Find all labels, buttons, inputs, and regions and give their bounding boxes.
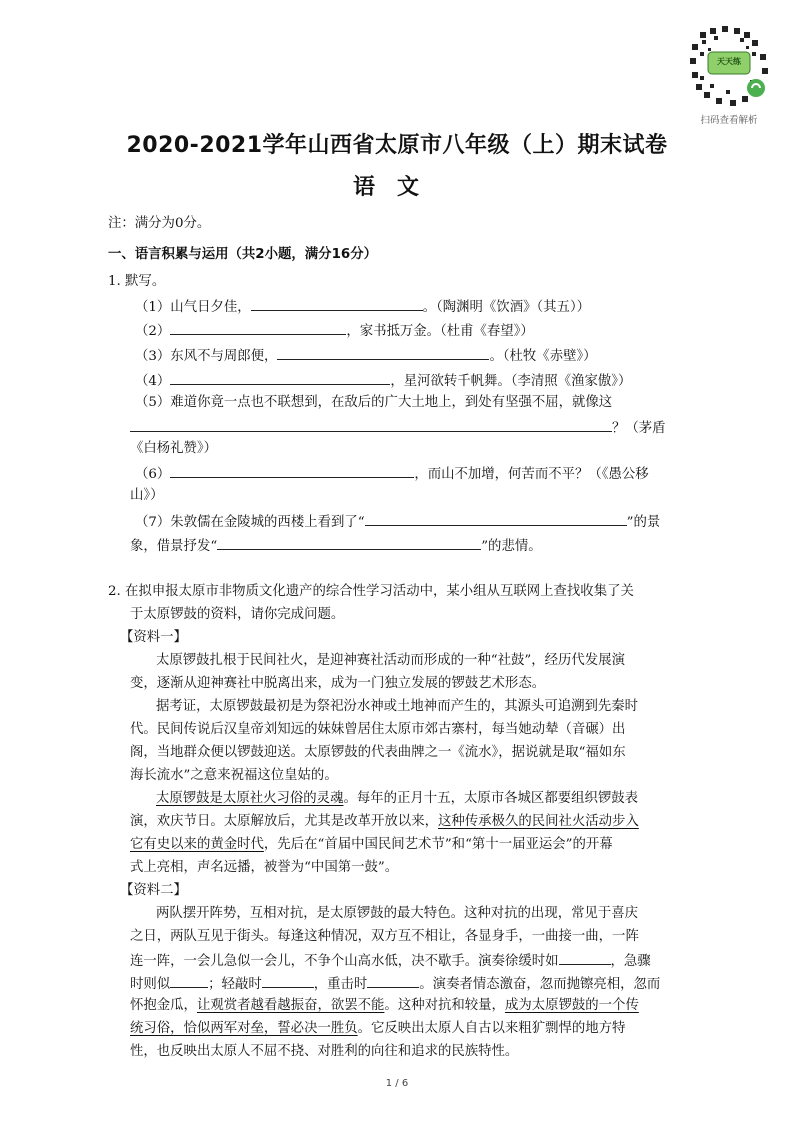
- paragraph-line: [130, 1019, 625, 1039]
- material-2-title: 【资料二】: [120, 883, 187, 898]
- q1-line-6: [135, 463, 649, 485]
- q1-line-2: [135, 320, 534, 342]
- answer-blank[interactable]: [367, 973, 419, 988]
- q1-line-3: [135, 345, 597, 367]
- score-note: 注：满分为0分。: [108, 216, 211, 231]
- q1-line-5c: 《白杨礼赞》）: [130, 441, 218, 456]
- q1-text: ？（茅盾: [612, 421, 666, 436]
- q1-line-7c: [130, 535, 542, 557]
- answer-blank[interactable]: [262, 973, 314, 988]
- question-2-stem-2: 于太原锣鼓的资料，请你完成问题。: [130, 607, 345, 622]
- answer-blank[interactable]: [170, 973, 208, 988]
- paragraph-line: [130, 835, 613, 855]
- q1-text: 象，借景抒发“: [130, 539, 218, 554]
- material-1-title: 【资料一】: [120, 630, 187, 645]
- paragraph-text: 演，欢庆节日。太原解放后，尤其是改革开放以来，: [130, 814, 438, 829]
- paragraph-text: ；轻敲时: [208, 977, 262, 992]
- paragraph-line: 据考证，太原锣鼓最初是为祭祀汾水神或土地神而产生的，其源头可追溯到先秦时: [156, 699, 639, 714]
- q1-text: ”的景: [626, 515, 661, 530]
- subject-title: 语文: [352, 175, 441, 200]
- q1-text: 。（杜牧《赤壁》）: [489, 349, 597, 364]
- paragraph-line: 之日，两队互见于街头。每逢这种情况，双方互不相让，各显身手，一曲接一曲，一阵: [130, 929, 639, 944]
- paragraph-text: ，重击时: [313, 977, 368, 992]
- answer-blank[interactable]: [170, 370, 390, 385]
- q1-text: ，而山不加增，何苦而不平？（《愚公移: [414, 467, 649, 482]
- paragraph-line: 太原锣鼓扎根于民间社火，是迎神赛社活动而形成的一种“社鼓”，经历代发展演: [156, 653, 625, 668]
- q1-text: ，星河欲转千帆舞。（李清照《渔家傲》）: [390, 374, 632, 389]
- q1-line-7: [135, 511, 660, 533]
- paragraph-line: [130, 973, 660, 995]
- answer-blank[interactable]: [251, 296, 423, 311]
- answer-blank[interactable]: [365, 511, 627, 526]
- q1-text: ”的悲情。: [481, 539, 542, 554]
- question-2-stem: 2. 在拟申报太原市非物质文化遗产的综合性学习活动中，某小组从互联网上查找收集了关: [108, 584, 634, 599]
- q1-text: （7）朱敦儒在金陵城的西楼上看到了“: [135, 515, 365, 530]
- answer-blank[interactable]: [217, 535, 481, 550]
- q1-line-6c: 山》）: [130, 488, 164, 503]
- page-title: 2020-2021学年山西省太原市八年级（上）期末试卷: [126, 133, 668, 158]
- paragraph-line: 海长流水”之意来祝福这位皇姑的。: [130, 768, 338, 783]
- q1-line-5: （5）难道你竟一点也不联想到，在敌后的广大土地上，到处有坚强不屈，就像这: [135, 395, 613, 410]
- paragraph-text: 怀抱金瓜，: [130, 998, 197, 1013]
- underlined-sentence: 这种传承极久的民间社火活动步入: [437, 814, 639, 829]
- paragraph-line: [156, 789, 638, 809]
- q1-line-1: [135, 296, 590, 318]
- underlined-sentence: 让观赏者越看越振奋，欲罢不能: [196, 998, 385, 1013]
- q1-text: （1）山气日夕佳，: [135, 300, 251, 315]
- paragraph-text: 连一阵，一会儿急似一会儿，不争个山高水低，决不歇手。演奏徐缓时如: [130, 954, 559, 969]
- paragraph-line: [130, 812, 639, 832]
- question-1-stem: 1. 默写。: [108, 274, 166, 289]
- paragraph-text: 时则似: [130, 977, 171, 992]
- q1-line-4: [135, 370, 631, 392]
- answer-blank[interactable]: [170, 320, 346, 335]
- q1-text: ，家书抵万金。（杜甫《春望》）: [346, 324, 534, 339]
- underlined-sentence: 统习俗，恰似两军对垒，誓必决一胜负: [130, 1021, 358, 1036]
- paragraph-line: [130, 996, 639, 1016]
- q1-line-5b: [130, 417, 666, 439]
- qr-caption: 扫码查看解析: [700, 115, 758, 126]
- q1-text: （2）: [135, 324, 171, 339]
- underlined-sentence: 它有史以来的黄金时代: [130, 837, 264, 852]
- paragraph-line: 式上亮相，声名远播，被誉为“中国第一鼓”。: [130, 860, 399, 875]
- q1-text: （6）: [135, 467, 171, 482]
- answer-blank[interactable]: [559, 950, 611, 965]
- paragraph-line: 性，也反映出太原人不屈不挠、对胜利的向往和追求的民族特性。: [130, 1044, 519, 1059]
- section-heading: 一、语言积累与运用（共2小题，满分16分）: [108, 247, 377, 262]
- paragraph-line: 变，逐渐从迎神赛社中脱离出来，成为一门独立发展的锣鼓艺术形态。: [130, 676, 546, 691]
- paragraph-line: 两队摆开阵势，互相对抗，是太原锣鼓的最大特色。这种对抗的出现，常见于喜庆: [156, 906, 639, 921]
- paragraph-text: 。它反映出太原人自古以来粗犷剽悍的地方特: [357, 1021, 626, 1036]
- paragraph-text: 。演奏者情态激奋，忽而抛镲亮相，忽而: [419, 977, 661, 992]
- answer-blank[interactable]: [130, 417, 612, 432]
- paragraph-text: 这种对抗和较量，: [397, 998, 505, 1013]
- paragraph-text: 。: [384, 998, 398, 1013]
- paragraph-line: 阁，当地群众便以锣鼓迎送。太原锣鼓的代表曲牌之一《流水》，据说就是取“福如东: [130, 745, 626, 760]
- paragraph-text: ，先后在“首届中国民间艺术节”和“第十一届亚运会”的开幕: [263, 837, 613, 852]
- underlined-sentence: 成为太原锣鼓的一个传: [504, 998, 639, 1013]
- q1-text: 。（陶渊明《饮酒》（其五））: [422, 300, 591, 315]
- paragraph-text: ，急骤: [610, 954, 651, 969]
- page-number: 1 / 6: [385, 1078, 409, 1089]
- document-body: [108, 0, 708, 1123]
- underlined-sentence: 太原锣鼓是太原社火习俗的灵魂: [156, 791, 344, 806]
- answer-blank[interactable]: [277, 345, 489, 360]
- qr-logo-text: 天天练: [717, 57, 741, 66]
- answer-blank[interactable]: [170, 463, 414, 478]
- paragraph-line: 代。民间传说后汉皇帝刘知远的妹妹曾居住太原市郊古寨村，每当她动辇（音碾）出: [130, 722, 626, 737]
- paragraph-text: 。每年的正月十五，太原市各城区都要组织锣鼓表: [343, 791, 639, 806]
- q1-text: （4）: [135, 374, 171, 389]
- paragraph-line: [130, 950, 651, 972]
- q1-text: （3）东风不与周郎便，: [135, 349, 278, 364]
